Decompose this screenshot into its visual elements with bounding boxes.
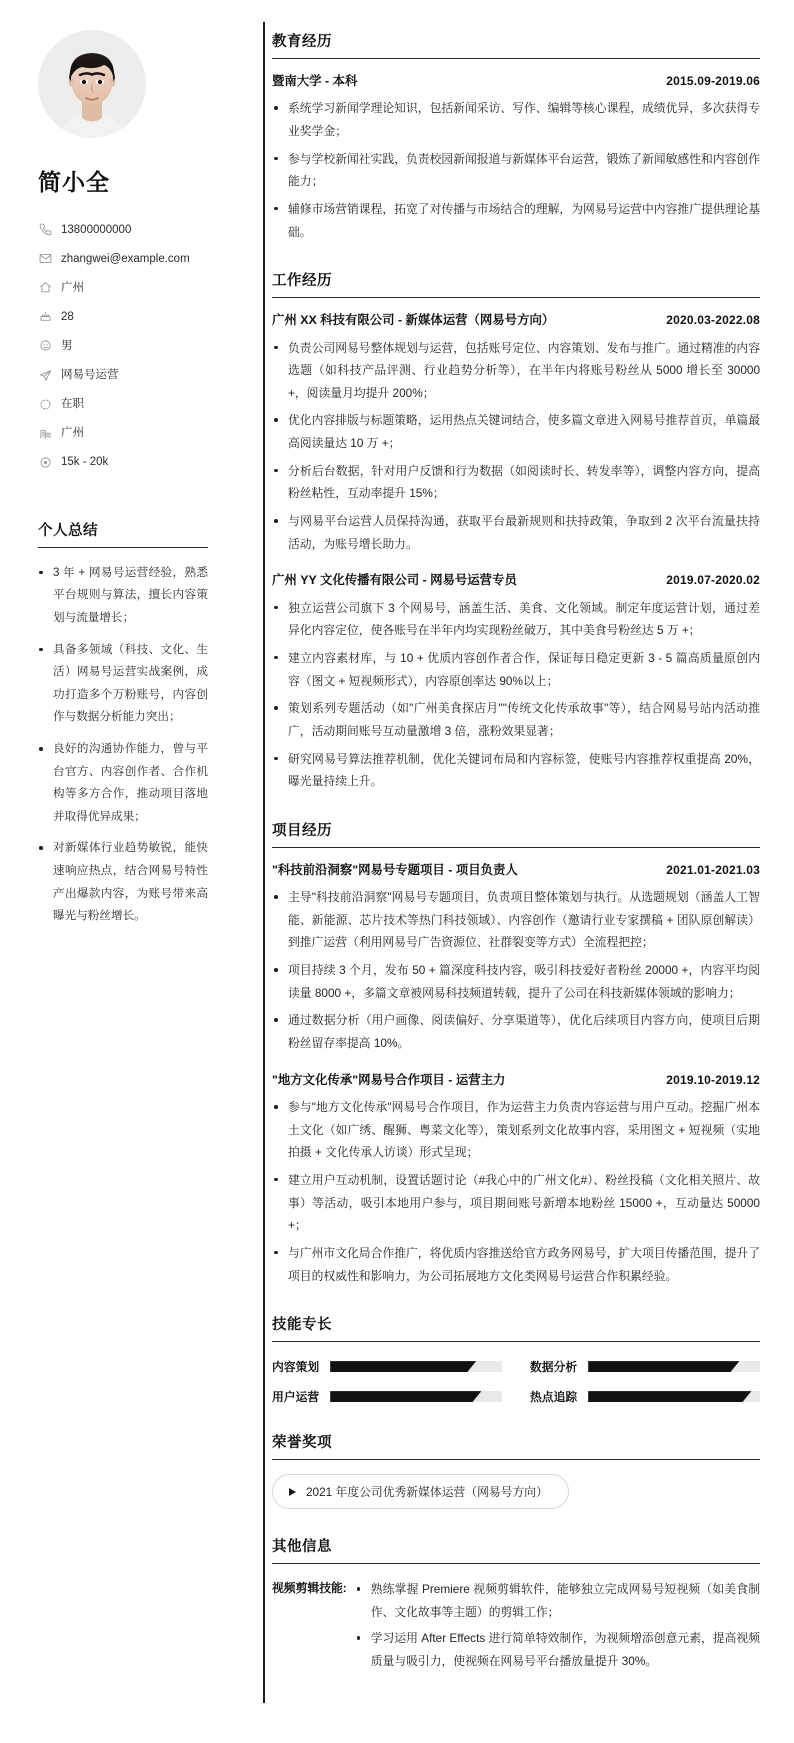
entry-header	[272, 73, 760, 90]
contact-value: 广州	[61, 281, 84, 294]
education-heading: 教育经历	[272, 30, 760, 59]
other-info-row	[272, 1578, 760, 1677]
contact-value: 13800000000	[61, 223, 132, 236]
phone-icon	[38, 223, 52, 237]
contact-hometown	[38, 273, 208, 302]
entry-bullets	[272, 597, 760, 793]
entry-title: 广州 YY 文化传播有限公司 - 网易号运营专员	[272, 573, 517, 588]
other-info-section	[272, 1535, 760, 1677]
entry-bullets	[272, 1096, 760, 1287]
entry-date: 2019.10-2019.12	[666, 1072, 760, 1087]
skill-track	[330, 1361, 502, 1372]
list-item: 与广州市文化局合作推广，将优质内容推送给官方政务网易号，扩大项目传播范围，提升了项目的权威性和影响力，为公司拓展地方文化类网易号运营合作积累经验。	[272, 1242, 760, 1287]
list-item: 负责公司网易号整体规划与运营，包括账号定位、内容策划、发布与推广。通过精准的内容选题（如科技产品评测、行业趋势分析等），在半年内将账号粉丝从 5000 增长至 30000 +，阅读量月均提升 200%；	[272, 337, 760, 405]
entry-date: 2020.03-2022.08	[666, 313, 760, 328]
contact-value: 网易号运营	[61, 368, 119, 381]
other-info-label: 视频剪辑技能:	[272, 1581, 347, 1596]
education-section	[272, 30, 760, 243]
list-item: 建立用户互动机制，设置话题讨论（#我心中的广州文化#）、粉丝投稿（文化相关照片、故事）等活动，吸引本地用户参与，项目期间账号新增本地粉丝 15000 +，互动量达 50000 +；	[272, 1169, 760, 1237]
entry-title: 暨南大学 - 本科	[272, 74, 358, 88]
summary-heading: 个人总结	[38, 519, 208, 548]
list-item: 熟练掌握 Premiere 视频剪辑软件，能够独立完成网易号短视频（如美食制作、文化故事等主题）的剪辑工作；	[355, 1578, 760, 1623]
skill-row	[272, 1388, 502, 1405]
avatar	[38, 30, 146, 138]
home-icon	[38, 281, 52, 295]
entry-header	[272, 1072, 760, 1089]
list-item: 项目持续 3 个月，发布 50 + 篇深度科技内容，吸引科技爱好者粉丝 20000 +，内容平均阅读量 8000 +，多篇文章被网易科技频道转载，提升了公司在科技新媒体领域的影响力；	[272, 959, 760, 1004]
honors-section	[272, 1431, 760, 1509]
skill-row	[530, 1388, 760, 1405]
list-item: 独立运营公司旗下 3 个网易号，涵盖生活、美食、文化领域。制定年度运营计划，通过差异化内容定位，使各账号在半年内均实现粉丝破万，其中美食号粉丝达 5 万 +；	[272, 597, 760, 642]
building-icon	[38, 426, 52, 440]
contact-email	[38, 244, 208, 273]
work-entry	[272, 572, 760, 792]
list-item: 与网易平台运营人员保持沟通，获取平台最新规则和扶持政策，争取到 2 次平台流量扶持活动，为账号增长助力。	[272, 510, 760, 555]
skill-row	[272, 1358, 502, 1375]
contact-status	[38, 390, 208, 419]
honors-heading: 荣誉奖项	[272, 1431, 760, 1460]
projects-section	[272, 819, 760, 1287]
project-entry	[272, 1072, 760, 1287]
entry-bullets	[272, 97, 760, 243]
contact-value: zhangwei@example.com	[61, 252, 190, 265]
contact-value: 15k - 20k	[61, 456, 109, 469]
list-item: 策划系列专题活动（如"广州美食探店月""传统文化传承故事"等），结合网易号站内活动推广，活动期间账号互动量激增 3 倍，涨粉效果显著；	[272, 697, 760, 742]
skill-label: 内容策划	[272, 1360, 320, 1375]
triangle-right-icon	[289, 1488, 296, 1496]
project-entry	[272, 862, 760, 1055]
list-item: 对新媒体行业趋势敏锐，能快速响应热点，结合网易号特性产出爆款内容，为账号带来高曝光与粉丝增长。	[38, 837, 208, 927]
skill-label: 用户运营	[272, 1390, 320, 1405]
list-item: 良好的沟通协作能力，曾与平台官方、内容创作者、合作机构等多方合作，推动项目落地并取得优异成果；	[38, 738, 208, 828]
gender-icon	[38, 339, 52, 353]
list-item: 辅修市场营销课程，拓宽了对传播与市场结合的理解，为网易号运营中内容推广提供理论基础。	[272, 198, 760, 243]
contact-value: 男	[61, 339, 73, 352]
other-info-bullets	[355, 1578, 760, 1673]
skill-fill	[330, 1361, 476, 1372]
skills-section	[272, 1313, 760, 1405]
other-info-heading: 其他信息	[272, 1535, 760, 1564]
projects-heading: 项目经历	[272, 819, 760, 848]
entry-title: 广州 XX 科技有限公司 - 新媒体运营（网易号方向）	[272, 313, 555, 328]
entry-date: 2019.07-2020.02	[666, 573, 760, 588]
contact-value: 广州	[61, 427, 84, 440]
list-item: 参与"地方文化传承"网易号合作项目，作为运营主力负责内容运营与用户互动。挖掘广州本土文化（如广绣、醒狮、粤菜文化等），策划系列文化故事内容，采用图文 + 短视频（实地拍摄 + 文化传承人访谈）形式呈现；	[272, 1096, 760, 1164]
entry-header	[272, 312, 760, 329]
entry-header	[272, 572, 760, 589]
skill-label: 热点追踪	[530, 1390, 578, 1405]
list-item: 通过数据分析（用户画像、阅读偏好、分享渠道等），优化后续项目内容方向，使项目后期粉丝留存率提高 10%。	[272, 1009, 760, 1054]
skill-row	[530, 1358, 760, 1375]
skills-grid	[272, 1356, 760, 1405]
contact-position	[38, 360, 208, 389]
entry-title: "科技前沿洞察"网易号专题项目 - 项目负责人	[272, 862, 518, 877]
entry-title: "地方文化传承"网易号合作项目 - 运营主力	[272, 1072, 506, 1087]
contact-age	[38, 302, 208, 331]
work-heading: 工作经历	[272, 269, 760, 298]
skill-track	[330, 1391, 502, 1402]
paper-plane-icon	[38, 368, 52, 382]
entry-bullets	[272, 337, 760, 556]
list-item: 建立内容素材库，与 10 + 优质内容创作者合作，保证每日稳定更新 3 - 5 篇高质量原创内容（图文 + 短视频形式），内容原创率达 90%以上；	[272, 647, 760, 692]
other-info-body	[355, 1578, 760, 1677]
person-name: 简小全	[38, 169, 110, 195]
target-icon	[38, 455, 52, 469]
list-item: 3 年 + 网易号运营经验，熟悉平台规则与算法，擅长内容策划与流量增长；	[38, 562, 208, 630]
list-item: 主导"科技前沿洞察"网易号专题项目，负责项目整体策划与执行。从选题规划（涵盖人工智能、新能源、芯片技术等热门科技领域）、内容创作（邀请行业专家撰稿 + 团队原创解读）到推广运营（利用网易号广告资源位、社群裂变等方式）全流程把控；	[272, 886, 760, 954]
work-section	[272, 269, 760, 793]
summary-section	[38, 519, 208, 928]
skill-track	[588, 1391, 760, 1402]
refresh-icon	[38, 397, 52, 411]
entry-header	[272, 862, 760, 879]
list-item: 优化内容排版与标题策略，运用热点关键词结合，使多篇文章进入网易号推荐首页，单篇最高阅读量达 10 万 +；	[272, 409, 760, 454]
list-item: 具备多领域（科技、文化、生活）网易号运营实战案例，成功打造多个万粉账号，内容创作与数据分析能力突出；	[38, 639, 208, 729]
honor-label: 2021 年度公司优秀新媒体运营（网易号方向）	[306, 1485, 548, 1500]
list-item: 研究网易号算法推荐机制，优化关键词布局和内容标签，使账号内容推荐权重提高 20%，曝光量持续上升。	[272, 748, 760, 793]
list-item: 系统学习新闻学理论知识，包括新闻采访、写作、编辑等核心课程，成绩优异，多次获得专业奖学金；	[272, 97, 760, 142]
skills-heading: 技能专长	[272, 1313, 760, 1342]
summary-list	[38, 562, 208, 928]
main-column	[232, 0, 794, 1743]
contact-gender	[38, 331, 208, 360]
avatar-photo-icon	[38, 30, 146, 138]
contact-work-city	[38, 419, 208, 448]
contact-list	[38, 215, 208, 477]
entry-bullets	[272, 886, 760, 1054]
column-divider	[263, 22, 265, 1703]
entry-date: 2015.09-2019.06	[666, 74, 760, 88]
skill-track	[588, 1361, 760, 1372]
contact-value: 28	[61, 310, 74, 323]
contact-salary	[38, 448, 208, 477]
honor-badge	[272, 1474, 569, 1509]
skill-fill	[330, 1391, 481, 1402]
envelope-icon	[38, 252, 52, 266]
skill-fill	[588, 1361, 739, 1372]
cake-icon	[38, 310, 52, 324]
skill-fill	[588, 1391, 751, 1402]
entry-date: 2021.01-2021.03	[666, 862, 760, 877]
contact-phone	[38, 215, 208, 244]
list-item: 分析后台数据，针对用户反馈和行为数据（如阅读时长、转发率等），调整内容方向，提高粉丝粘性，互动率提升 15%；	[272, 460, 760, 505]
sidebar	[0, 0, 232, 977]
list-item: 学习运用 After Effects 进行简单特效制作，为视频增添创意元素，提高视频质量与吸引力，使视频在网易号平台播放量提升 30%。	[355, 1627, 760, 1672]
work-entry	[272, 312, 760, 555]
skill-label: 数据分析	[530, 1360, 578, 1375]
contact-value: 在职	[61, 398, 84, 411]
list-item: 参与学校新闻社实践，负责校园新闻报道与新媒体平台运营，锻炼了新闻敏感性和内容创作能力；	[272, 148, 760, 193]
education-entry	[272, 73, 760, 243]
